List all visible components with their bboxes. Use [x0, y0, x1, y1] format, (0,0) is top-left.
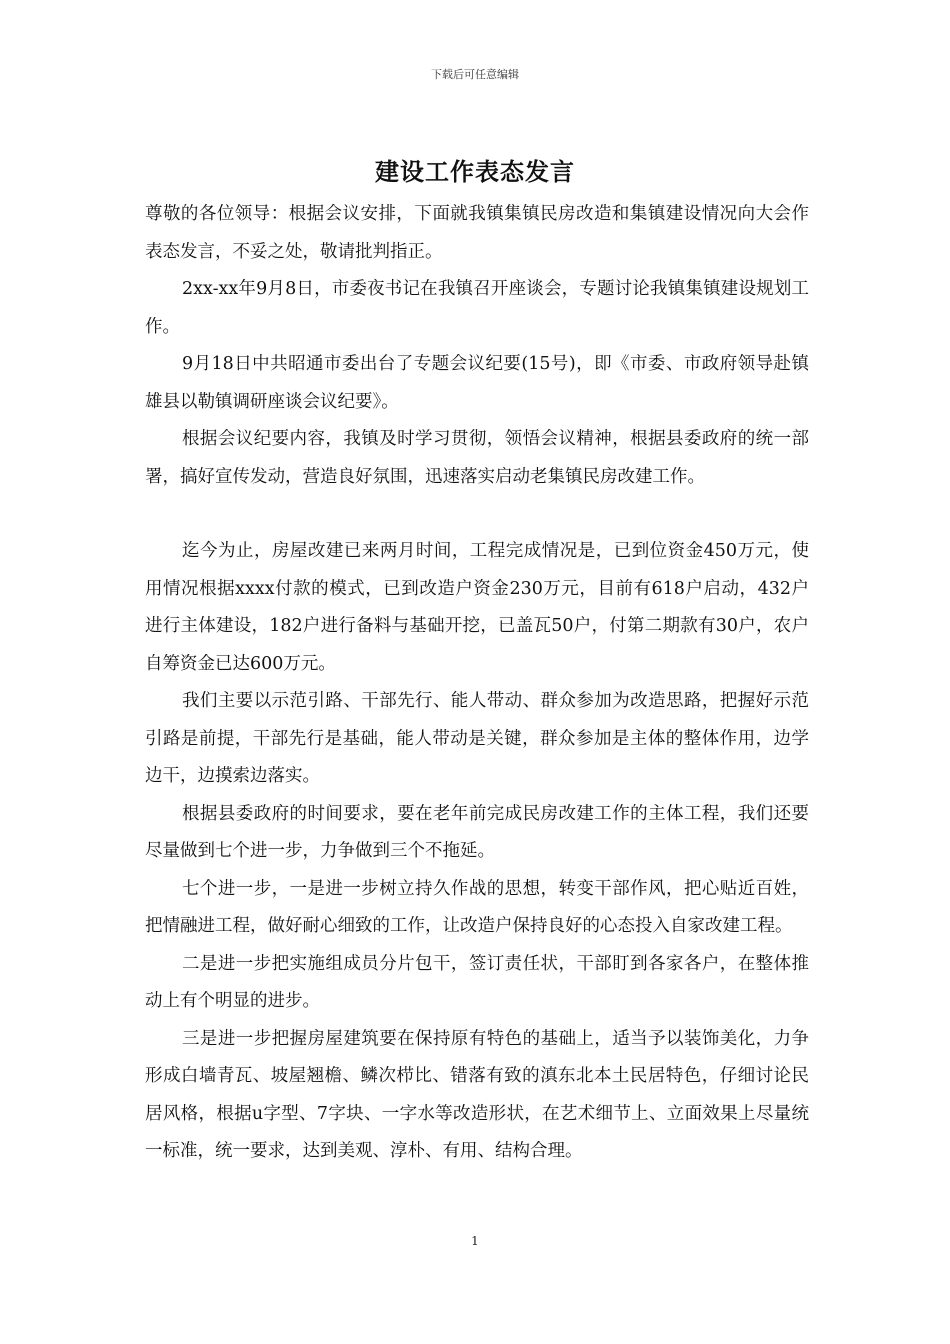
page-number: 1 [471, 1234, 479, 1248]
paragraph: 我们主要以示范引路、干部先行、能人带动、群众参加为改造思路，把握好示范引路是前提，干部先行是基础，能人带动是关键，群众参加是主体的整体作用，边学边干，边摸索边落实。 [145, 691, 809, 786]
paragraph: 2xx-xx年9月8日，市委夜书记在我镇召开座谈会，专题讨论我镇集镇建设规划工作。 [145, 279, 809, 337]
paragraph: 二是进一步把实施组成员分片包干，签订责任状，干部盯到各家各户，在整体推动上有个明显的进步。 [145, 953, 809, 1011]
paragraph-salutation: 尊敬的各位领导：根据会议安排，下面就我镇集镇民房改造和集镇建设情况向大会作表态发言，不妥之处，敬请批判指正。 [145, 204, 809, 262]
paragraph: 三是进一步把握房屋建筑要在保持原有特色的基础上，适当予以装饰美化，力争形成白墙青瓦、坡屋翘檐、鳞次栉比、错落有致的滇东北本土民居特色，仔细讨论民居风格，根据u字型、7字块、一字水等改造形状，在艺术细节上、立面效果上尽量统一标准，统一要求，达到美观、淳朴、有用、结构合理。 [145, 1028, 809, 1161]
paragraph: 七个进一步，一是进一步树立持久作战的思想，转变干部作风，把心贴近百姓，把情融进工程，做好耐心细致的工作，让改造户保持良好的心态投入自家改建工程。 [145, 878, 809, 936]
paragraph: 迄今为止，房屋改建已来两月时间，工程完成情况是，已到位资金450万元，使用情况根据xxxx付款的模式，已到改造户资金230万元，目前有618户启动，432户进行主体建设，182户进行备料与基础开挖，已盖瓦50户，付第二期款有30户，农户自筹资金已达600万元。 [145, 541, 809, 674]
paragraph: 9月18日中共昭通市委出台了专题会议纪要(15号)，即《市委、市政府领导赴镇雄县以勒镇调研座谈会议纪要》。 [145, 354, 809, 412]
page-header: 下载后可任意编辑 [431, 68, 519, 81]
document-body [145, 196, 809, 1171]
paragraph: 根据县委政府的时间要求，要在老年前完成民房改建工作的主体工程，我们还要尽量做到七个进一步，力争做到三个不拖延。 [145, 803, 809, 861]
paragraph: 根据会议纪要内容，我镇及时学习贯彻，领悟会议精神，根据县委政府的统一部署，搞好宣传发动，营造良好氛围，迅速落实启动老集镇民房改建工作。 [145, 429, 809, 487]
document-title: 建设工作表态发言 [375, 158, 575, 186]
